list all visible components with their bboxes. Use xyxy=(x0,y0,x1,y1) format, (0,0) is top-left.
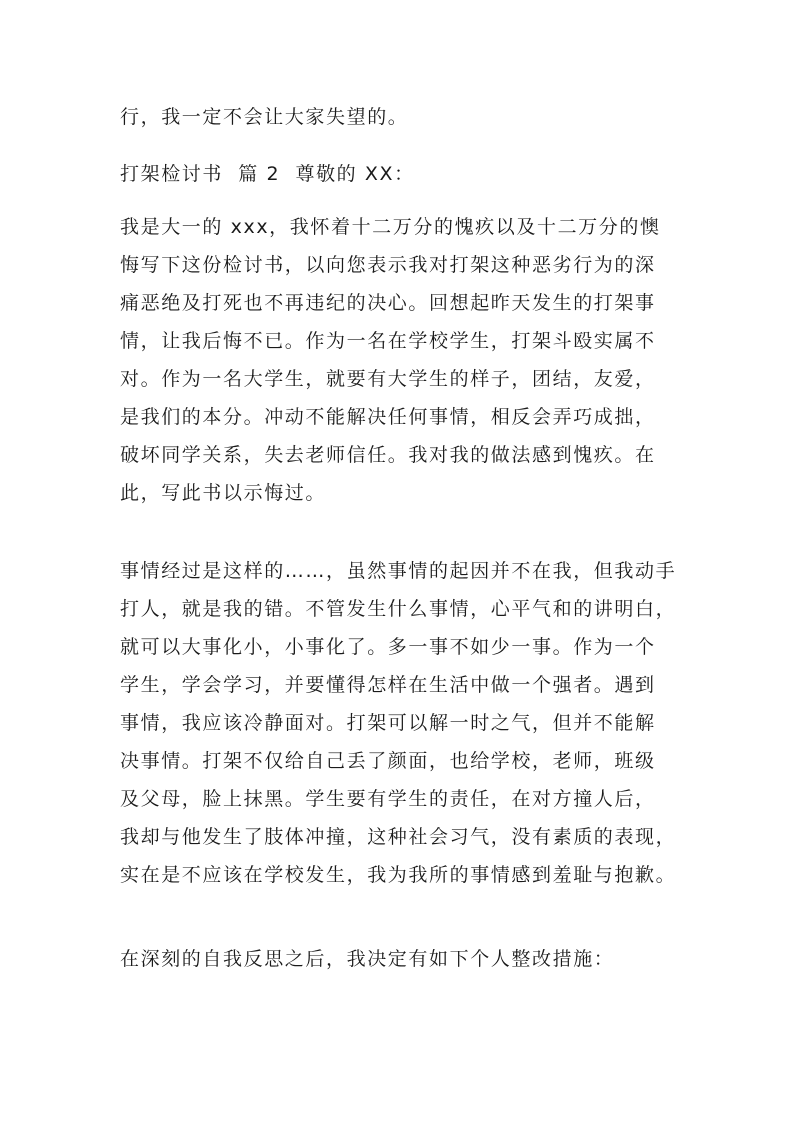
text-line: 事情经过是这样的……，虽然事情的起因并不在我，但我动手 xyxy=(120,560,677,582)
section-heading xyxy=(120,155,690,193)
text-line: 对。作为一名大学生，就要有大学生的样子，团结，友爱， xyxy=(120,368,656,390)
paragraph-1 xyxy=(120,208,690,512)
continuation-paragraph xyxy=(120,98,690,136)
text-line: 悔写下这份检讨书，以向您表示我对打架这种恶劣行为的深 xyxy=(120,254,656,276)
text-line: 实在是不应该在学校发生，我为我所的事情感到羞耻与抱歉。 xyxy=(120,864,677,886)
text-line: 我却与他发生了肢体冲撞，这种社会习气，没有素质的表现， xyxy=(120,826,677,848)
text-line: 就可以大事化小，小事化了。多一事不如少一事。作为一个 xyxy=(120,636,656,658)
heading-line: 打架检讨书 篇 2 尊敬的 XX： xyxy=(120,163,415,185)
text-line: 在深刻的自我反思之后，我决定有如下个人整改措施： xyxy=(120,948,615,970)
text-line: 此，写此书以示悔过。 xyxy=(120,482,327,504)
text-line: 破坏同学关系，失去老师信任。我对我的做法感到愧疚。在 xyxy=(120,444,656,466)
text-line: 打人，就是我的错。不管发生什么事情，心平气和的讲明白， xyxy=(120,598,677,620)
text-line: 行，我一定不会让大家失望的。 xyxy=(120,106,409,128)
text-line: 决事情。打架不仅给自己丢了颜面，也给学校，老师，班级 xyxy=(120,750,656,772)
paragraph-2 xyxy=(120,552,690,894)
text-line: 及父母，脸上抹黑。学生要有学生的责任，在对方撞人后， xyxy=(120,788,656,810)
paragraph-3 xyxy=(120,940,690,978)
text-line: 我是大一的 xxx，我怀着十二万分的愧疚以及十二万分的懊 xyxy=(120,216,661,238)
text-line: 事情，我应该冷静面对。打架可以解一时之气，但并不能解 xyxy=(120,712,656,734)
text-line: 痛恶绝及打死也不再违纪的决心。回想起昨天发生的打架事 xyxy=(120,292,656,314)
text-line: 情，让我后悔不已。作为一名在学校学生，打架斗殴实属不 xyxy=(120,330,656,352)
text-line: 学生，学会学习，并要懂得怎样在生活中做一个强者。遇到 xyxy=(120,674,656,696)
text-line: 是我们的本分。冲动不能解决任何事情，相反会弄巧成拙， xyxy=(120,406,656,428)
